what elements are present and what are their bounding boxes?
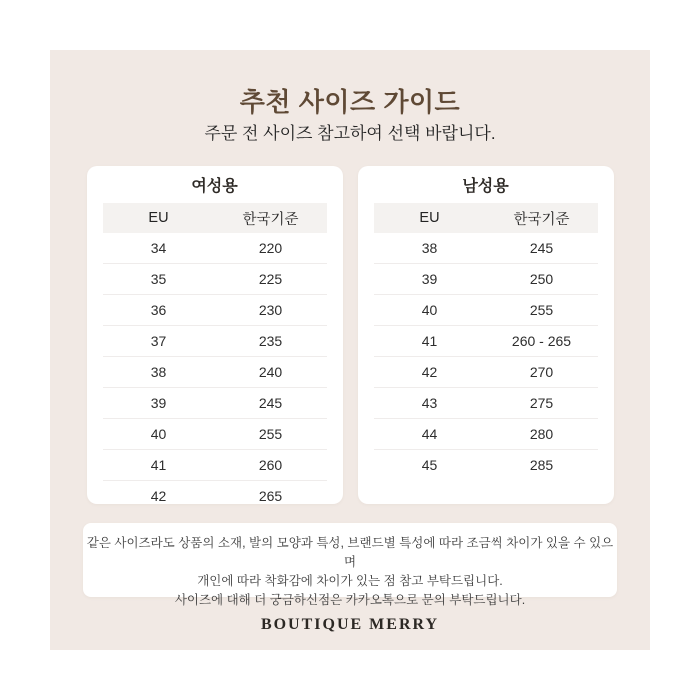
table-cell: 45 — [421, 457, 438, 473]
table-cell: 260 — [258, 457, 283, 473]
table-cell: 250 — [529, 271, 554, 287]
table-cell: 39 — [150, 395, 167, 411]
men-table-header — [374, 203, 598, 233]
table-cell: 38 — [150, 364, 167, 380]
table-row — [103, 325, 327, 356]
table-cell: 260 - 265 — [511, 333, 572, 349]
table-cell: 44 — [421, 426, 438, 442]
page-subtitle: 주문 전 사이즈 참고하여 선택 바랍니다. — [204, 124, 496, 143]
table-cell: 36 — [150, 302, 167, 318]
table-row — [103, 480, 327, 511]
women-column-header-kr: 한국기준 — [242, 211, 299, 228]
table-cell: 285 — [529, 457, 554, 473]
table-cell: 37 — [150, 333, 167, 349]
table-cell: 38 — [421, 240, 438, 256]
table-cell: 40 — [150, 426, 167, 442]
table-row — [374, 387, 598, 418]
notice-line-2: 개인에 따라 착화감에 차이가 있는 점 참고 부탁드립니다. — [197, 574, 503, 588]
table-cell: 275 — [529, 395, 554, 411]
table-cell: 255 — [529, 302, 554, 318]
brand-logo: BOUTIQUE MERRY — [260, 616, 440, 633]
table-cell: 41 — [150, 457, 167, 473]
men-size-card — [358, 166, 614, 504]
table-row — [374, 418, 598, 449]
table-row — [103, 263, 327, 294]
women-table-body — [103, 233, 327, 511]
women-table-title: 여성용 — [191, 178, 238, 195]
table-row — [374, 325, 598, 356]
table-row — [374, 356, 598, 387]
table-cell: 235 — [258, 333, 283, 349]
table-row — [103, 356, 327, 387]
table-cell: 39 — [421, 271, 438, 287]
table-row — [374, 263, 598, 294]
page-title: 추천 사이즈 가이드 — [239, 87, 461, 117]
table-cell: 255 — [258, 426, 283, 442]
notice-line-1: 같은 사이즈라도 상품의 소재, 발의 모양과 특성, 브랜드별 특성에 따라 조금씩 차이가 있을 수 있으며 — [86, 536, 614, 569]
table-cell: 265 — [258, 488, 283, 504]
table-row — [103, 387, 327, 418]
table-row — [103, 233, 327, 263]
women-table-header — [103, 203, 327, 233]
table-cell: 35 — [150, 271, 167, 287]
table-cell: 225 — [258, 271, 283, 287]
table-row — [103, 449, 327, 480]
table-cell: 240 — [258, 364, 283, 380]
notice-card — [83, 523, 617, 607]
table-row — [103, 294, 327, 325]
table-row — [374, 233, 598, 263]
table-cell: 34 — [150, 240, 167, 256]
table-cell: 270 — [529, 364, 554, 380]
table-cell: 220 — [258, 240, 283, 256]
table-cell: 42 — [421, 364, 438, 380]
table-cell: 245 — [529, 240, 554, 256]
table-cell: 41 — [421, 333, 438, 349]
men-table-body — [374, 233, 598, 480]
women-column-header-eu: EU — [148, 210, 169, 226]
men-column-header-kr: 한국기준 — [513, 211, 570, 228]
notice-line-3: 사이즈에 대해 더 궁금하신점은 카카오톡으로 문의 부탁드립니다. — [174, 593, 526, 607]
table-row — [103, 418, 327, 449]
men-table-title: 남성용 — [462, 178, 509, 195]
table-row — [374, 294, 598, 325]
table-row — [374, 449, 598, 480]
table-cell: 230 — [258, 302, 283, 318]
table-cell: 245 — [258, 395, 283, 411]
guide-panel — [50, 50, 650, 650]
table-cell: 280 — [529, 426, 554, 442]
table-cell: 43 — [421, 395, 438, 411]
size-tables-row — [50, 166, 650, 504]
men-column-header-eu: EU — [419, 210, 440, 226]
women-size-card — [87, 166, 343, 504]
table-cell: 40 — [421, 302, 438, 318]
table-cell: 42 — [150, 488, 167, 504]
